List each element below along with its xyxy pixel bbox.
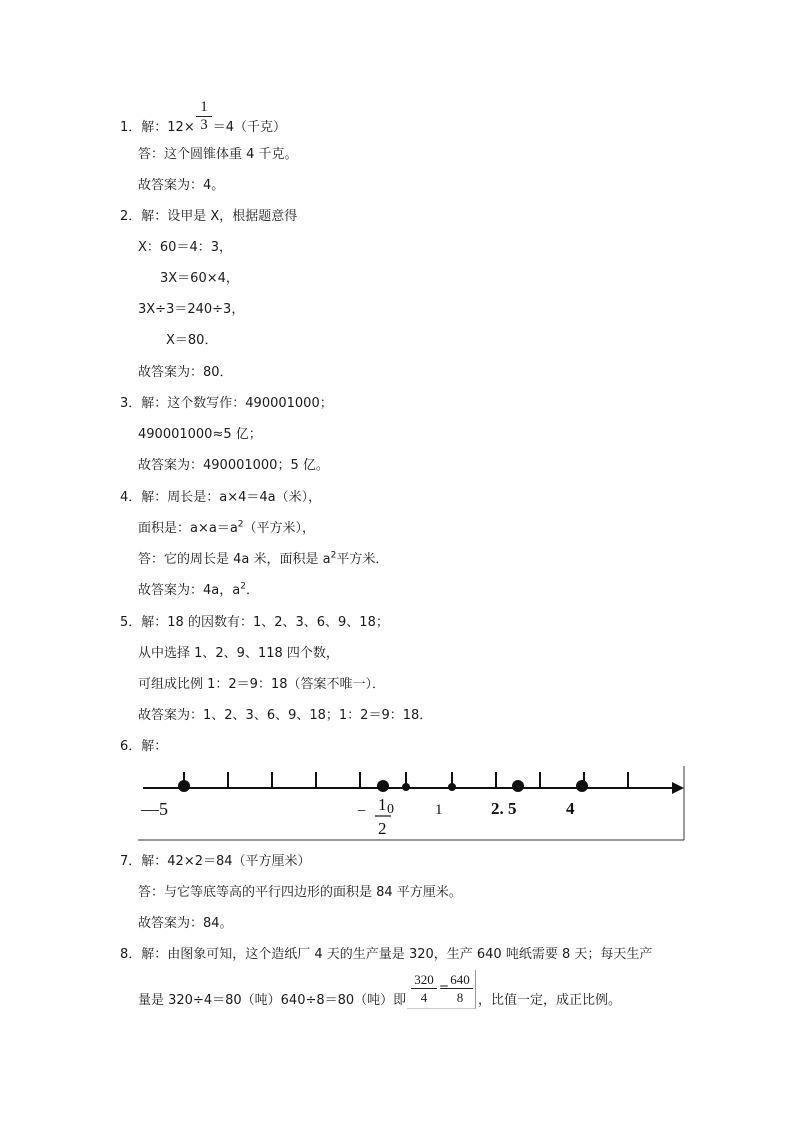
q2-step-1: X：60＝4：3， bbox=[138, 240, 232, 255]
q4-area-post: （平方米）， bbox=[243, 521, 316, 536]
label-half-den: 2 bbox=[378, 819, 387, 838]
q4-perimeter: 4．解：周长是：a×4＝4a（米）， bbox=[120, 490, 322, 505]
q4-answer-post: 平方米． bbox=[336, 552, 389, 567]
q3-label: 3．解：这个数写作：490001000； bbox=[120, 396, 333, 411]
q5-ratio: 可组成比例 1：2＝9：18（答案不唯一）． bbox=[138, 677, 385, 692]
q8-line2-pre: 量是 320÷4＝80（吨）640÷8＝80（吨）即 bbox=[138, 993, 407, 1008]
label-4: 4 bbox=[566, 799, 575, 818]
q4-area-pre: 面积是：a×a＝a bbox=[138, 521, 238, 536]
q8-eq: = bbox=[439, 980, 450, 994]
q8-frac-1 bbox=[411, 972, 437, 1005]
q5-final: 故答案为：1、2、3、6、9、18；1：2＝9：18． bbox=[138, 708, 433, 723]
q4-final-post: ． bbox=[245, 583, 259, 598]
q7-answer: 答：与它等底等高的平行四边形的面积是 84 平方厘米。 bbox=[138, 885, 462, 900]
q4-answer-sup: 2 bbox=[330, 550, 337, 561]
q2-step-2: 3X＝60×4， bbox=[160, 271, 239, 286]
q4-final bbox=[138, 582, 259, 600]
q8-line2-post: ，比值一定，成正比例。 bbox=[478, 993, 622, 1008]
q5-choose: 从中选择 1、2、9、118 四个数， bbox=[138, 646, 339, 661]
q8-frac-2-num: 640 bbox=[450, 972, 470, 987]
q5-label: 5．解：18 的因数有：1、2、3、6、9、18； bbox=[120, 615, 389, 630]
q8-frac-1-den: 4 bbox=[420, 990, 428, 1005]
q2-final: 故答案为：80． bbox=[138, 365, 233, 380]
q1-expr-post: ＝4（千克） bbox=[212, 120, 286, 135]
q6-label: 6．解： bbox=[120, 739, 168, 754]
q1-label: 1．解： bbox=[120, 120, 168, 135]
q1-fraction bbox=[196, 100, 212, 133]
point--half bbox=[377, 780, 389, 792]
number-line-figure bbox=[138, 766, 688, 844]
point--5 bbox=[178, 780, 190, 792]
q7-final: 故答案为：84。 bbox=[138, 916, 233, 931]
q8-fraction-box bbox=[407, 970, 476, 1009]
q4-area-sup: 2 bbox=[237, 519, 244, 530]
q1-frac-num: 1 bbox=[200, 99, 208, 115]
label--5: —5 bbox=[141, 799, 168, 819]
q4-final-pre: 故答案为：4a，a bbox=[138, 583, 241, 598]
q8-frac-2-den: 8 bbox=[456, 990, 464, 1005]
q2-label: 2．解：设甲是 X，根据题意得 bbox=[120, 209, 298, 224]
q3-final: 故答案为：490001000；5 亿。 bbox=[138, 458, 329, 473]
point-2.5 bbox=[512, 780, 524, 792]
q8-label: 8．解：由图象可知，这个造纸厂 4 天的生产量是 320，生产 640 吨纸需要 8 天；每天生产 bbox=[120, 947, 653, 962]
q7-label: 7．解：42×2＝84（平方厘米） bbox=[120, 854, 311, 869]
point-0 bbox=[402, 783, 410, 791]
point-4 bbox=[576, 780, 588, 792]
label-0: 0 bbox=[387, 802, 394, 817]
label-1: 1 bbox=[435, 802, 443, 818]
q1-expr-pre: 12× bbox=[167, 120, 195, 135]
q4-final-sup: 2 bbox=[240, 581, 246, 592]
point-1 bbox=[448, 783, 456, 791]
q2-step-4: X＝80． bbox=[166, 333, 218, 348]
q8-frac-2-bar bbox=[447, 988, 473, 989]
q4-answer bbox=[138, 551, 388, 569]
label-half-num: 1 bbox=[378, 795, 387, 814]
q8-frac-2 bbox=[447, 972, 473, 1005]
q3-approx: 490001000≈5 亿； bbox=[138, 427, 262, 442]
q4-area bbox=[138, 520, 315, 538]
q1-final: 故答案为：4。 bbox=[138, 178, 225, 193]
q8-frac-1-bar bbox=[411, 988, 437, 989]
q8-frac-1-num: 320 bbox=[414, 972, 434, 987]
q1-answer: 答：这个圆锥体重 4 千克。 bbox=[138, 147, 298, 162]
number-line-arrow bbox=[672, 782, 684, 794]
q4-answer-pre: 答：它的周长是 4a 米，面积是 a bbox=[138, 552, 331, 567]
q1-frac-den: 3 bbox=[200, 117, 208, 133]
label-2.5: 2. 5 bbox=[491, 799, 517, 818]
label-neg-sign: − bbox=[357, 803, 367, 820]
q2-step-3: 3X÷3＝240÷3， bbox=[138, 302, 245, 317]
